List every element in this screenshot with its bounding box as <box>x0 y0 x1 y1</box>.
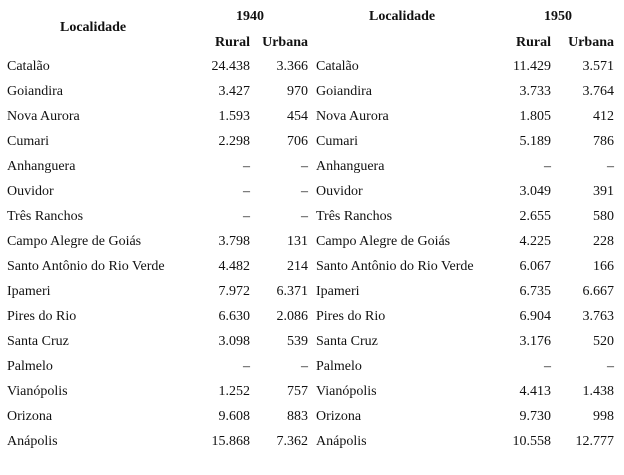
header-rural-1950: Rural <box>516 35 551 50</box>
locality-name-1950: Orizona <box>316 409 362 424</box>
rural-1950: 3.733 <box>519 84 551 99</box>
urbana-1940: 214 <box>287 259 308 274</box>
rural-1950: 3.049 <box>519 184 551 199</box>
locality-name-1940: Nova Aurora <box>7 109 80 124</box>
header-localidade-left: Localidade <box>60 20 127 35</box>
rural-1950: 11.429 <box>513 59 551 74</box>
rural-1940: 4.482 <box>218 259 250 274</box>
rural-1950: 9.730 <box>519 409 551 424</box>
rural-1940: 1.252 <box>218 384 250 399</box>
rural-1940: 6.630 <box>218 309 250 324</box>
rural-1940: – <box>243 159 250 174</box>
urbana-1940: – <box>301 159 308 174</box>
urbana-1950: 580 <box>593 209 614 224</box>
urbana-1950: 228 <box>593 234 614 249</box>
header-localidade-right: Localidade <box>369 9 436 24</box>
rural-1940: 1.593 <box>218 109 250 124</box>
urbana-1950: 786 <box>593 134 614 149</box>
urbana-1950: 6.667 <box>582 284 614 299</box>
locality-name-1940: Santa Cruz <box>7 334 69 349</box>
rural-1950: 1.805 <box>519 109 551 124</box>
locality-name-1950: Vianópolis <box>316 384 377 399</box>
locality-name-1950: Anápolis <box>316 434 367 449</box>
locality-name-1940: Cumari <box>7 134 49 149</box>
rural-1950: 6.735 <box>519 284 551 299</box>
urbana-1940: – <box>301 359 308 374</box>
urbana-1940: 7.362 <box>276 434 308 449</box>
rural-1950: 6.067 <box>519 259 551 274</box>
locality-name-1940: Ouvidor <box>7 184 54 199</box>
locality-name-1940: Campo Alegre de Goiás <box>7 234 142 249</box>
rural-1940: – <box>243 184 250 199</box>
urbana-1940: 970 <box>287 84 308 99</box>
urbana-1940: 2.086 <box>276 309 308 324</box>
rural-1940: 7.972 <box>218 284 250 299</box>
urbana-1940: 757 <box>287 384 308 399</box>
locality-name-1940: Pires do Rio <box>7 309 77 324</box>
locality-name-1950: Anhanguera <box>316 159 385 174</box>
locality-name-1940: Catalão <box>7 59 50 74</box>
locality-name-1940: Orizona <box>7 409 53 424</box>
urbana-1950: 166 <box>593 259 614 274</box>
header-rural-1940: Rural <box>215 35 250 50</box>
urbana-1950: – <box>607 159 614 174</box>
locality-name-1950: Ouvidor <box>316 184 363 199</box>
rural-1940: 15.868 <box>211 434 250 449</box>
locality-name-1950: Cumari <box>316 134 358 149</box>
rural-1950: – <box>544 159 551 174</box>
locality-name-1950: Catalão <box>316 59 359 74</box>
locality-name-1940: Santo Antônio do Rio Verde <box>7 259 165 274</box>
header-urbana-1940: Urbana <box>262 35 308 50</box>
locality-name-1940: Palmelo <box>7 359 53 374</box>
urbana-1950: 12.777 <box>575 434 614 449</box>
locality-name-1940: Ipameri <box>7 284 51 299</box>
rural-1940: 2.298 <box>218 134 250 149</box>
rural-1950: 10.558 <box>512 434 551 449</box>
rural-1940: – <box>243 359 250 374</box>
locality-name-1950: Três Ranchos <box>316 209 393 224</box>
rural-1950: 5.189 <box>519 134 551 149</box>
locality-name-1950: Santo Antônio do Rio Verde <box>316 259 474 274</box>
rural-1950: 6.904 <box>519 309 551 324</box>
rural-1940: 24.438 <box>211 59 250 74</box>
rural-1950: 4.225 <box>519 234 551 249</box>
rural-1950: 4.413 <box>519 384 551 399</box>
rural-1940: 3.798 <box>218 234 250 249</box>
rural-1950: – <box>544 359 551 374</box>
urbana-1940: 883 <box>287 409 308 424</box>
urbana-1950: 3.763 <box>582 309 614 324</box>
locality-name-1950: Palmelo <box>316 359 362 374</box>
urbana-1940: 539 <box>287 334 308 349</box>
header-year-1950: 1950 <box>544 9 572 24</box>
rural-1940: – <box>243 209 250 224</box>
locality-name-1950: Campo Alegre de Goiás <box>316 234 451 249</box>
urbana-1940: – <box>301 209 308 224</box>
urbana-1940: – <box>301 184 308 199</box>
locality-name-1950: Nova Aurora <box>316 109 389 124</box>
locality-name-1950: Ipameri <box>316 284 360 299</box>
locality-name-1940: Anápolis <box>7 434 58 449</box>
locality-name-1950: Goiandira <box>316 84 372 99</box>
locality-name-1940: Goiandira <box>7 84 63 99</box>
urbana-1950: – <box>607 359 614 374</box>
urbana-1940: 6.371 <box>276 284 308 299</box>
urbana-1950: 520 <box>593 334 614 349</box>
rural-1940: 9.608 <box>218 409 250 424</box>
urbana-1950: 3.571 <box>582 59 614 74</box>
locality-name-1940: Anhanguera <box>7 159 76 174</box>
urbana-1950: 3.764 <box>582 84 614 99</box>
header-urbana-1950: Urbana <box>568 35 614 50</box>
rural-1950: 3.176 <box>519 334 551 349</box>
urbana-1940: 3.366 <box>276 59 308 74</box>
locality-name-1940: Três Ranchos <box>7 209 84 224</box>
rural-1940: 3.427 <box>218 84 250 99</box>
urbana-1950: 998 <box>593 409 614 424</box>
locality-name-1950: Pires do Rio <box>316 309 386 324</box>
rural-1950: 2.655 <box>519 209 551 224</box>
urbana-1950: 391 <box>593 184 614 199</box>
rural-1940: 3.098 <box>218 334 250 349</box>
urbana-1940: 706 <box>287 134 308 149</box>
urbana-1940: 131 <box>287 234 308 249</box>
urbana-1950: 412 <box>593 109 614 124</box>
header-year-1940: 1940 <box>236 9 264 24</box>
locality-name-1940: Vianópolis <box>7 384 68 399</box>
locality-name-1950: Santa Cruz <box>316 334 378 349</box>
urbana-1940: 454 <box>287 109 308 124</box>
urbana-1950: 1.438 <box>582 384 614 399</box>
